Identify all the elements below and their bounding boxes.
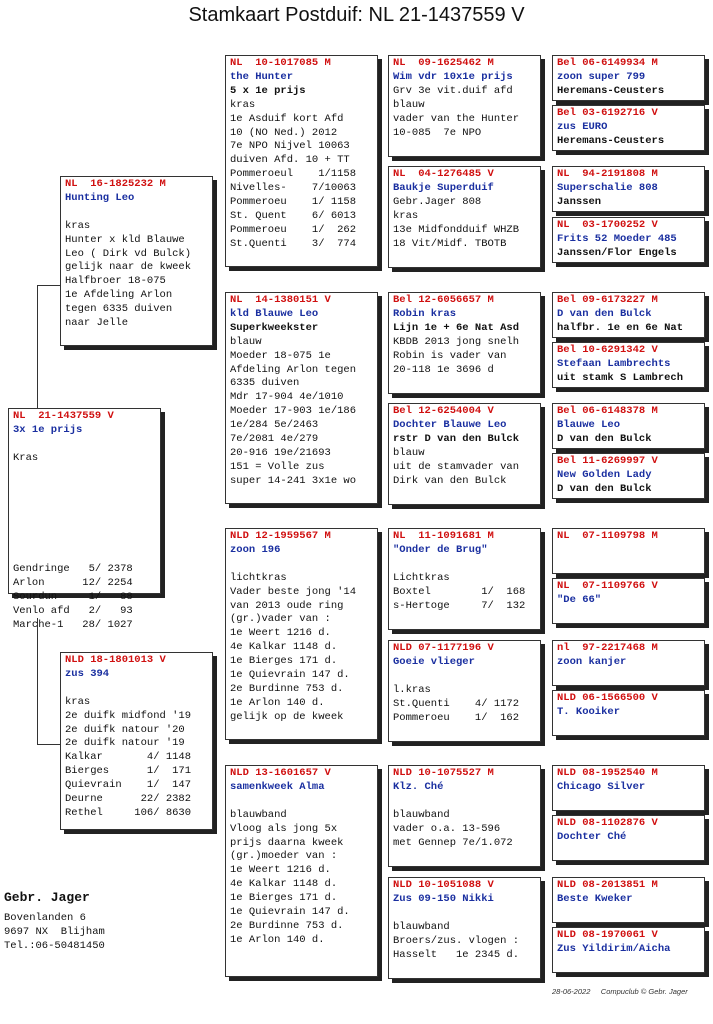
ring-number: NL 21-1437559 V: [13, 410, 114, 422]
card-line: Moeder 18-075 1e: [230, 349, 331, 362]
ring-number: NLD 07-1177196 V: [393, 642, 494, 654]
pigeon-name: "Onder de Brug": [393, 543, 488, 556]
card-line: kras: [393, 209, 419, 222]
ring-number: NLD 18-1801013 V: [65, 654, 166, 666]
card-line: kras: [230, 98, 256, 111]
pedigree-card-gen4-15: [552, 927, 705, 973]
pedigree-card-gen4-10: [552, 640, 705, 686]
ring-number: NL 03-1700252 V: [557, 219, 658, 231]
card-line: Leo ( Dirk vd Bulck): [65, 247, 192, 260]
card-line: lichtkras: [230, 571, 287, 584]
ring-number: NLD 13-1601657 V: [230, 767, 331, 779]
card-line: St.Quenti 4/ 1172: [393, 697, 520, 710]
card-line: 6335 duiven: [230, 377, 300, 390]
card-line: Hunter x kld Blauwe: [65, 233, 185, 246]
card-line: vader o.a. 13-596: [393, 822, 501, 835]
card-line: 1e Afdeling Arlon: [65, 289, 173, 302]
pigeon-name: the Hunter: [230, 70, 294, 83]
card-line: 20-916 19e/21693: [230, 446, 331, 459]
pedigree-card-gen4-13: [552, 815, 705, 861]
card-line: St.Quenti 3/ 774: [230, 237, 357, 250]
card-line: Sourdun 1/ 88: [13, 590, 133, 603]
pedigree-card-gen4-6: [552, 403, 705, 449]
card-line: Grv 3e vit.duif afd: [393, 84, 513, 97]
card-line: [65, 682, 208, 696]
ring-number: NL 07-1109766 V: [557, 580, 658, 592]
card-line: Dirk van den Bulck: [393, 474, 507, 487]
pedigree-card-mmm: [388, 877, 541, 979]
ring-number: Bel 11-6269997 V: [557, 455, 658, 467]
owner-phone: Tel.:06-50481450: [4, 940, 105, 952]
card-line: blauwband: [393, 920, 450, 933]
card-line: 2e duifk midfond '19: [65, 709, 192, 722]
pigeon-name: Robin kras: [393, 307, 457, 320]
card-line: Boxtel 1/ 168: [393, 585, 526, 598]
ring-number: NLD 08-1102876 V: [557, 817, 658, 829]
card-line: Moeder 17-903 1e/186: [230, 405, 357, 418]
card-line: Afdeling Arlon tegen: [230, 363, 357, 376]
card-line: Halfbroer 18-075: [65, 275, 166, 288]
card-line: 18 Vit/Midf. TBOTB: [393, 237, 507, 250]
card-line: [557, 720, 700, 734]
ring-number: Bel 06-6148378 M: [557, 405, 658, 417]
pedigree-card-gen4-5: [552, 342, 705, 388]
card-line: [557, 670, 700, 684]
ring-number: NLD 08-2013851 M: [557, 879, 658, 891]
card-line: Vader beste jong '14: [230, 585, 357, 598]
card-line: Pommeroeul 1/1158: [230, 168, 357, 181]
card-line: Superkweekster: [230, 321, 319, 334]
card-line: D van den Bulck: [557, 432, 652, 445]
card-line: Robin is vader van: [393, 349, 507, 362]
card-line: KBDB 2013 jong snelh: [393, 335, 520, 348]
pigeon-name: Dochter Ché: [557, 830, 627, 843]
card-line: uit de stamvader van: [393, 460, 520, 473]
pedigree-card-mother: [60, 652, 213, 830]
card-line: gelijk naar de kweek: [65, 261, 192, 274]
card-line: 1e Arlon 140 d.: [230, 933, 325, 946]
pedigree-card-gen4-2: [552, 166, 705, 212]
card-line: 2e duifk natour '19: [65, 737, 185, 750]
pigeon-name: Superschalie 808: [557, 181, 658, 194]
pedigree-card-gen4-1: [552, 105, 705, 151]
ring-number: NL 11-1091681 M: [393, 530, 494, 542]
pigeon-name: [557, 544, 700, 558]
ring-number: NLD 08-1970061 V: [557, 929, 658, 941]
ring-number: NLD 06-1566500 V: [557, 692, 658, 704]
card-line: [393, 907, 536, 921]
card-line: 2e duifk natour '20: [65, 723, 185, 736]
connector-mother: [37, 618, 62, 745]
card-line: Deurne 22/ 2382: [65, 793, 192, 806]
card-line: Vloog als jong 5x: [230, 822, 338, 835]
card-line: [13, 493, 156, 507]
pigeon-name: Stefaan Lambrechts: [557, 357, 671, 370]
card-line: blauw: [230, 335, 262, 348]
card-line: (gr.)vader van :: [230, 613, 331, 626]
card-line: 1e Bierges 171 d.: [230, 655, 338, 668]
card-line: (gr.)moeder van :: [230, 850, 338, 863]
pigeon-name: 3x 1e prijs: [13, 423, 83, 436]
card-line: Janssen/Flor Engels: [557, 246, 677, 259]
connector-father: [37, 285, 62, 410]
ring-number: NLD 10-1075527 M: [393, 767, 494, 779]
card-line: Heremans-Ceusters: [557, 84, 665, 97]
card-line: [557, 558, 700, 572]
card-line: [557, 907, 700, 921]
card-line: met Gennep 7e/1.072: [393, 836, 513, 849]
pigeon-name: Dochter Blauwe Leo: [393, 418, 507, 431]
ring-number: Bel 10-6291342 V: [557, 344, 658, 356]
print-stamp: 28-06-2022 Compuclub © Gebr. Jager: [552, 987, 688, 996]
card-line: 1e Arlon 140 d.: [230, 696, 325, 709]
card-line: Lijn 1e + 6e Nat Asd: [393, 321, 520, 334]
card-line: 1e Weert 1216 d.: [230, 864, 331, 877]
card-line: prijs daarna kweek: [230, 836, 344, 849]
card-line: Gebr.Jager 808: [393, 195, 482, 208]
card-line: [13, 535, 156, 549]
card-line: Lichtkras: [393, 571, 450, 584]
card-line: 2e Burdinne 753 d.: [230, 919, 344, 932]
ring-number: Bel 09-6173227 M: [557, 294, 658, 306]
card-line: rstr D van den Bulck: [393, 432, 520, 445]
pedigree-card-fm: [225, 292, 378, 504]
pedigree-card-ff: [225, 55, 378, 267]
pigeon-name: zus EURO: [557, 120, 608, 133]
pedigree-card-gen4-3: [552, 217, 705, 263]
card-line: Venlo afd 2/ 93: [13, 604, 133, 617]
pigeon-name: New Golden Lady: [557, 468, 652, 481]
ring-number: NL 10-1017085 M: [230, 57, 331, 69]
card-line: [393, 795, 536, 809]
pedigree-card-subject: [8, 408, 161, 631]
pedigree-card-gen4-7: [552, 453, 705, 499]
pedigree-card-ffm: [388, 166, 541, 268]
card-line: s-Hertoge 7/ 132: [393, 599, 526, 612]
card-line: blauw: [393, 98, 425, 111]
pigeon-name: D van den Bulck: [557, 307, 652, 320]
card-line: [393, 558, 536, 572]
card-line: Bierges 1/ 171: [65, 765, 192, 778]
card-line: Pommeroeu 1/ 162: [393, 711, 520, 724]
card-line: D van den Bulck: [557, 482, 652, 495]
card-line: Gendringe 5/ 2378: [13, 562, 133, 575]
owner-address-city: 9697 NX Blijham: [4, 926, 105, 938]
pigeon-name: Hunting Leo: [65, 191, 135, 204]
pedigree-card-gen4-11: [552, 690, 705, 736]
card-line: Pommeroeu 1/ 262: [230, 223, 357, 236]
card-line: blauwband: [393, 808, 450, 821]
card-line: 151 = Volle zus: [230, 460, 325, 473]
ring-number: NL 07-1109798 M: [557, 530, 658, 542]
pigeon-name: Zus Yildirim/Aicha: [557, 942, 671, 955]
card-line: 7e NPO Nijvel 10063: [230, 140, 350, 153]
pigeon-name: samenkweek Alma: [230, 780, 325, 793]
pedigree-card-mf: [225, 528, 378, 740]
card-line: [13, 521, 156, 535]
ring-number: Bel 06-6149934 M: [557, 57, 658, 69]
card-line: Marche-1 28/ 1027: [13, 618, 133, 631]
card-line: 7e/2081 4e/279: [230, 433, 319, 446]
card-line: [13, 549, 156, 563]
card-line: [13, 507, 156, 521]
ring-number: NL 14-1380151 V: [230, 294, 331, 306]
card-line: blauwband: [230, 808, 287, 821]
card-line: [13, 480, 156, 494]
card-line: Mdr 17-904 4e/1010: [230, 391, 344, 404]
pigeon-name: Frits 52 Moeder 485: [557, 232, 677, 245]
ring-number: NLD 08-1952540 M: [557, 767, 658, 779]
pedigree-card-fff: [388, 55, 541, 157]
card-line: tegen 6335 duiven: [65, 303, 173, 316]
card-line: 1e Weert 1216 d.: [230, 627, 331, 640]
owner-name: Gebr. Jager: [4, 890, 90, 905]
card-line: Arlon 12/ 2254: [13, 576, 133, 589]
card-line: Kras: [13, 451, 39, 464]
card-line: gelijk op de kweek: [230, 710, 344, 723]
card-line: blauw: [393, 446, 425, 459]
card-line: naar Jelle: [65, 317, 129, 330]
page-title: Stamkaart Postduif: NL 21-1437559 V: [188, 4, 525, 26]
card-line: halfbr. 1e en 6e Nat: [557, 321, 684, 334]
pigeon-name: "De 66": [557, 593, 602, 606]
pigeon-name: Klz. Ché: [393, 780, 444, 793]
card-line: kras: [65, 695, 91, 708]
pedigree-card-mff: [388, 528, 541, 630]
card-line: vader van the Hunter: [393, 112, 520, 125]
ring-number: NLD 12-1959567 M: [230, 530, 331, 542]
pedigree-card-father: [60, 176, 213, 346]
card-line: 1e/284 5e/2463: [230, 419, 319, 432]
card-line: l.kras: [393, 683, 431, 696]
card-line: [393, 670, 536, 684]
card-line: 4e Kalkar 1148 d.: [230, 641, 338, 654]
card-line: [13, 466, 156, 480]
card-line: [65, 206, 208, 220]
ring-number: NLD 10-1051088 V: [393, 879, 494, 891]
ring-number: Bel 03-6192716 V: [557, 107, 658, 119]
card-line: duiven Afd. 10 + TT: [230, 154, 350, 167]
card-line: Hasselt 1e 2345 d.: [393, 948, 520, 961]
card-line: Quievrain 1/ 147: [65, 779, 192, 792]
card-line: 20-118 1e 3696 d: [393, 363, 494, 376]
ring-number: NL 16-1825232 M: [65, 178, 166, 190]
pedigree-card-gen4-12: [552, 765, 705, 811]
pigeon-name: zoon super 799: [557, 70, 646, 83]
card-line: 1e Quievrain 147 d.: [230, 906, 350, 919]
card-line: Kalkar 4/ 1148: [65, 751, 192, 764]
pigeon-name: Baukje Superduif: [393, 181, 494, 194]
ring-number: Bel 12-6056657 M: [393, 294, 494, 306]
card-line: 10 (NO Ned.) 2012: [230, 126, 338, 139]
card-line: 13e Midfondduif WHZB: [393, 223, 520, 236]
pigeon-name: T. Kooiker: [557, 705, 621, 718]
owner-address-street: Bovenlanden 6: [4, 912, 86, 924]
pedigree-card-fmm: [388, 403, 541, 505]
pedigree-card-gen4-4: [552, 292, 705, 338]
card-line: [230, 795, 373, 809]
pigeon-name: kld Blauwe Leo: [230, 307, 319, 320]
ring-number: nl 97-2217468 M: [557, 642, 658, 654]
pigeon-name: zoon kanjer: [557, 655, 627, 668]
pedigree-card-gen4-8: [552, 528, 705, 574]
card-line: [557, 845, 700, 859]
pedigree-card-gen4-0: [552, 55, 705, 101]
pigeon-name: Beste Kweker: [557, 892, 633, 905]
card-line: Nivelles- 7/10063: [230, 182, 357, 195]
pigeon-name: zoon 196: [230, 543, 281, 556]
ring-number: NL 04-1276485 V: [393, 168, 494, 180]
pedigree-card-mmf: [388, 765, 541, 867]
card-line: Rethel 106/ 8630: [65, 806, 192, 819]
card-line: Broers/zus. vlogen :: [393, 934, 520, 947]
card-line: 1e Asduif kort Afd: [230, 112, 344, 125]
pedigree-card-gen4-14: [552, 877, 705, 923]
card-line: 4e Kalkar 1148 d.: [230, 878, 338, 891]
card-line: [230, 558, 373, 572]
pedigree-card-mfm: [388, 640, 541, 742]
card-line: 2e Burdinne 753 d.: [230, 682, 344, 695]
card-line: Heremans-Ceusters: [557, 134, 665, 147]
pigeon-name: Goeie vlieger: [393, 655, 475, 668]
pigeon-name: Zus 09-150 Nikki: [393, 892, 494, 905]
card-line: [557, 608, 700, 622]
pigeon-name: Wim vdr 10x1e prijs: [393, 70, 513, 83]
card-line: van 2013 oude ring: [230, 599, 344, 612]
ring-number: NL 09-1625462 M: [393, 57, 494, 69]
card-line: 1e Bierges 171 d.: [230, 892, 338, 905]
card-line: St. Quent 6/ 6013: [230, 209, 357, 222]
pigeon-name: Blauwe Leo: [557, 418, 621, 431]
card-line: Janssen: [557, 195, 602, 208]
card-line: [13, 438, 156, 452]
card-line: 5 x 1e prijs: [230, 84, 306, 97]
pedigree-card-fmf: [388, 292, 541, 394]
ring-number: NL 94-2191808 M: [557, 168, 658, 180]
card-line: uit stamk S Lambrech: [557, 371, 684, 384]
pedigree-card-gen4-9: [552, 578, 705, 624]
card-line: super 14-241 3x1e wo: [230, 474, 357, 487]
card-line: [557, 795, 700, 809]
card-line: 1e Quievrain 147 d.: [230, 669, 350, 682]
pigeon-name: zus 394: [65, 667, 110, 680]
card-line: kras: [65, 219, 91, 232]
card-line: Pommeroeu 1/ 1158: [230, 196, 357, 209]
pigeon-name: Chicago Silver: [557, 780, 646, 793]
card-line: [557, 957, 700, 971]
pedigree-card-mm: [225, 765, 378, 977]
card-line: 10-085 7e NPO: [393, 126, 482, 139]
ring-number: Bel 12-6254004 V: [393, 405, 494, 417]
